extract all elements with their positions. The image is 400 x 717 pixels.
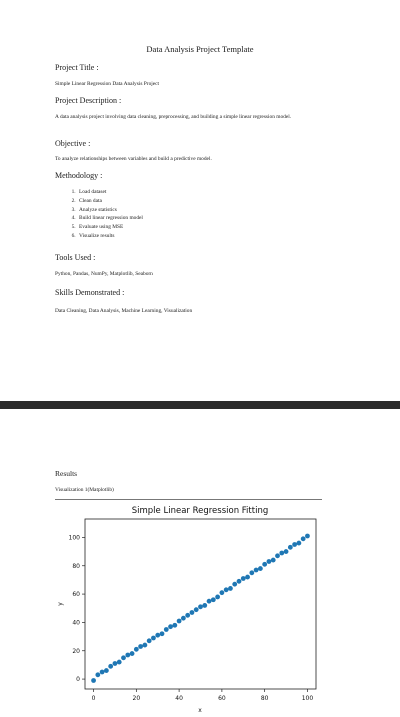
data-point	[275, 553, 280, 558]
data-point	[95, 672, 100, 677]
methodology-heading: Methodology :	[55, 171, 103, 180]
data-point	[258, 566, 263, 571]
data-point	[228, 586, 233, 591]
y-axis-label: y	[57, 602, 64, 606]
description-text: A data analysis project involving data cleaning, preprocessing, and building a simple linear regression model.	[55, 114, 292, 120]
data-point	[117, 660, 122, 665]
x-tick-label: 60	[218, 695, 226, 702]
methodology-item: 5. Evaluate using MSE	[77, 223, 143, 232]
data-point	[181, 616, 186, 621]
data-point	[91, 678, 96, 683]
page-divider	[0, 401, 400, 409]
data-point	[267, 559, 272, 564]
chart-title: Simple Linear Regression Fitting	[131, 506, 269, 516]
data-point	[104, 668, 109, 673]
y-tick-label: 60	[72, 591, 80, 599]
data-point	[211, 597, 216, 602]
data-point	[134, 647, 139, 652]
data-point	[164, 627, 169, 632]
y-tick-label: 40	[72, 619, 80, 627]
data-point	[121, 655, 126, 660]
x-tick-label: 100	[301, 695, 314, 702]
skills-heading: Skills Demonstrated :	[55, 288, 125, 297]
data-point	[138, 644, 143, 649]
skills-text: Data Cleaning, Data Analysis, Machine Learning, Visualization	[55, 308, 193, 314]
data-point	[113, 661, 118, 666]
data-point	[262, 562, 267, 567]
data-point	[292, 542, 297, 547]
data-point	[207, 599, 212, 604]
data-point	[194, 607, 199, 612]
data-point	[215, 595, 220, 600]
y-axis-ticks	[69, 534, 85, 683]
data-point	[130, 651, 135, 656]
data-point	[284, 549, 289, 554]
data-point	[254, 568, 259, 573]
tools-heading: Tools Used :	[55, 253, 96, 262]
data-point	[271, 558, 276, 563]
data-point	[172, 623, 177, 628]
y-tick-label: 20	[72, 647, 80, 655]
y-tick-label: 0	[76, 676, 80, 684]
data-point	[147, 638, 152, 643]
data-point	[151, 636, 156, 641]
data-point	[301, 536, 306, 541]
objective-heading: Objective :	[55, 139, 91, 148]
data-point	[219, 590, 224, 595]
x-tick-label: 40	[175, 695, 183, 702]
data-point	[108, 664, 113, 669]
visualization-label: Visualization 1(Matplotlib)	[55, 487, 114, 493]
data-point	[160, 631, 165, 636]
data-point	[100, 670, 105, 675]
regression-chart	[52, 501, 322, 717]
data-point	[305, 534, 310, 539]
data-point	[237, 579, 242, 584]
project-title-heading: Project Title :	[55, 63, 99, 72]
data-point	[185, 613, 190, 618]
data-point	[168, 624, 173, 629]
tools-text: Python, Pandas, NumPy, Matplotlib, Seaborn	[55, 271, 153, 277]
methodology-list	[55, 188, 143, 241]
data-point	[232, 582, 237, 587]
x-axis-label: x	[198, 707, 202, 714]
document-page-2	[0, 409, 400, 717]
data-point	[224, 587, 229, 592]
data-point	[155, 633, 160, 638]
data-point	[125, 653, 130, 658]
description-heading: Project Description :	[55, 96, 122, 105]
methodology-item: 4. Build linear regression model	[77, 214, 143, 223]
methodology-item: 2. Clean data	[77, 197, 143, 206]
document-title: Data Analysis Project Template	[146, 44, 254, 54]
data-point	[202, 603, 207, 608]
data-point	[177, 619, 182, 624]
data-point	[279, 551, 284, 556]
data-point	[288, 545, 293, 550]
data-point	[142, 643, 147, 648]
data-point	[190, 610, 195, 615]
x-tick-label: 0	[91, 695, 96, 702]
x-axis-ticks	[92, 689, 314, 702]
methodology-item: 6. Visualize results	[77, 232, 143, 241]
y-tick-label: 80	[72, 562, 80, 570]
data-point	[249, 570, 254, 575]
results-heading: Results	[55, 469, 78, 478]
data-point	[241, 576, 246, 581]
data-point	[198, 604, 203, 609]
project-title-text: Simple Linear Regression Data Analysis Project	[55, 81, 160, 87]
methodology-item: 3. Analyze statistics	[77, 206, 143, 215]
data-point	[296, 541, 301, 546]
y-tick-label: 100	[68, 534, 80, 542]
section-rule	[55, 499, 322, 500]
objective-text: To analyze relationships between variables and build a predictive model.	[55, 156, 212, 162]
x-tick-label: 20	[132, 695, 141, 702]
methodology-item: 1. Load dataset	[77, 188, 143, 197]
data-point	[245, 575, 250, 580]
x-tick-label: 80	[260, 695, 269, 702]
